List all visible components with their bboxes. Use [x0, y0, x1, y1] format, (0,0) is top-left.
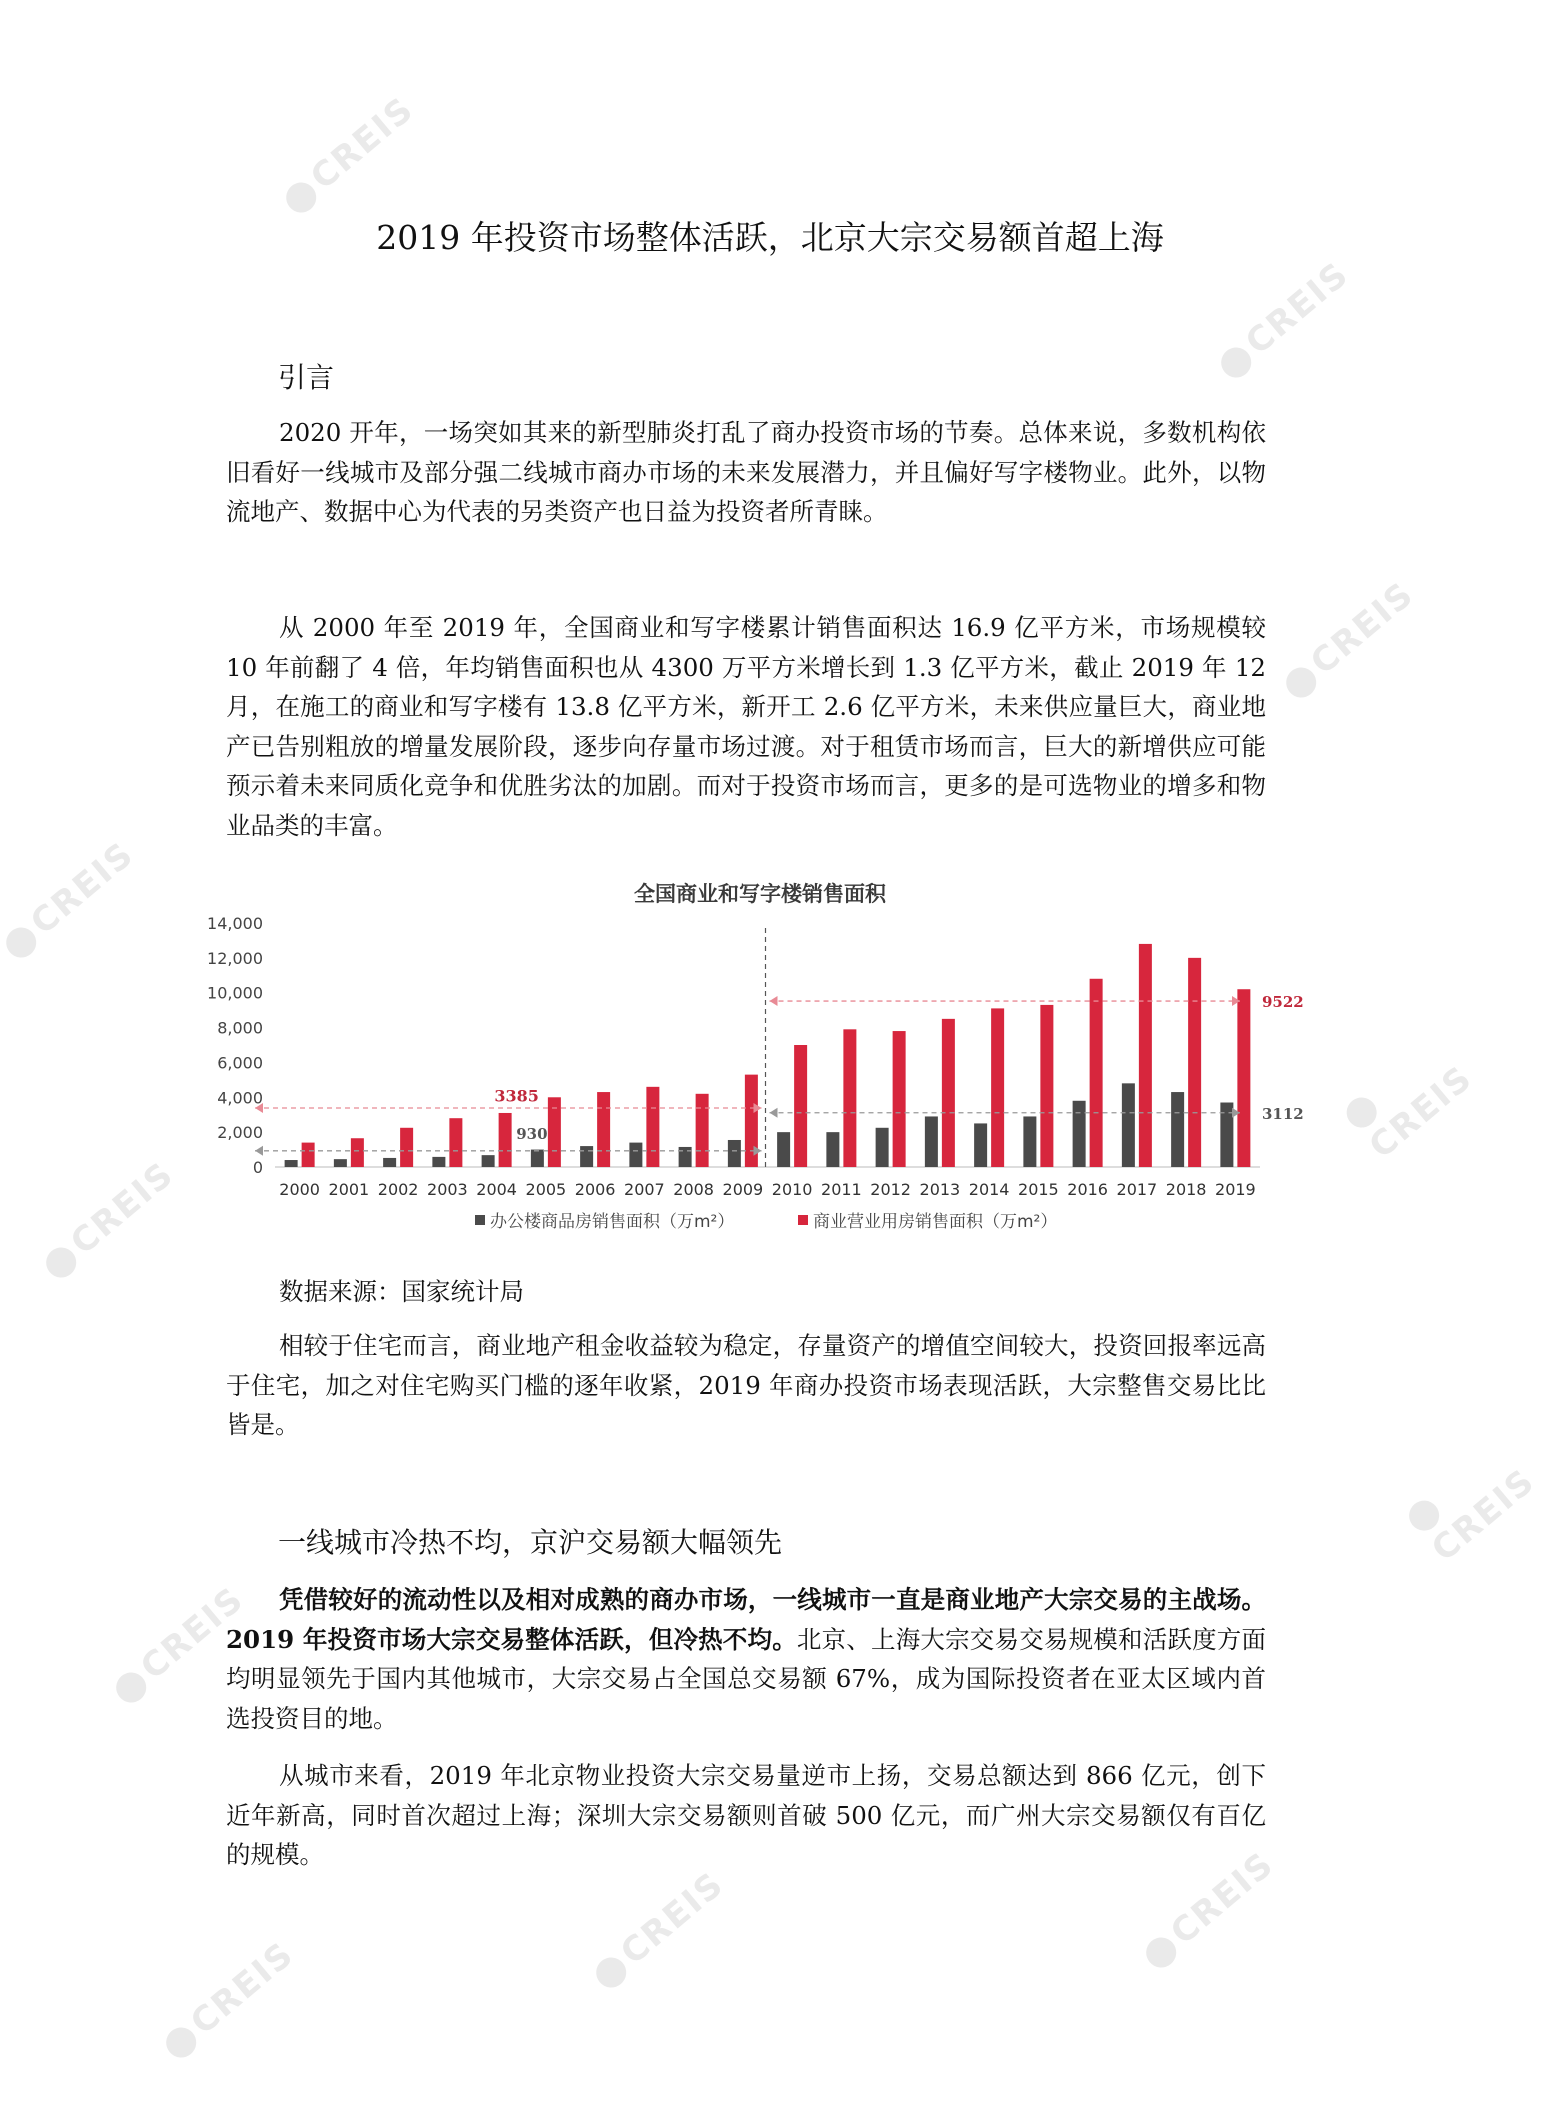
paragraph-4 — [226, 1580, 1266, 1738]
commercial-bar — [1090, 979, 1103, 1167]
office-bar — [679, 1147, 692, 1167]
y-tick-label: 14,000 — [207, 914, 263, 933]
office-bar — [974, 1123, 987, 1167]
section-heading-first-tier: 一线城市冷热不均，京沪交易额大幅领先 — [278, 1526, 783, 1559]
watermark-logo: CREIS — [106, 1579, 252, 1711]
y-tick-label: 12,000 — [207, 948, 263, 968]
data-source: 数据来源：国家统计局 — [279, 1277, 524, 1306]
office-bar — [925, 1116, 938, 1167]
office-bar — [432, 1157, 445, 1167]
chart-title: 全国商业和写字楼销售面积 — [634, 882, 886, 906]
commercial-bar — [302, 1143, 315, 1167]
office-bar — [629, 1143, 642, 1167]
paragraph-1: 2020 开年，一场突如其来的新型肺炎打乱了商办投资市场的节奏。总体来说，多数机构依旧看好一线城市及部分强二线城市商办市场的未来发展潜力，并且偏好写字楼物业。此外，以物流地产、数据中心为代表的另类资产也日益为投资者所青睐。 — [226, 418, 1266, 526]
x-tick-label: 2018 — [1165, 1180, 1207, 1199]
office-bar — [826, 1132, 839, 1167]
paragraph-4-rest: 北京、上海大宗交易交易规模和活跃度方面均明显领先于国内其他城市，大宗交易占全国总交易额 67%，成为国际投资者在亚太区域内首选投资目的地。 — [226, 1624, 1266, 1733]
commercial-bar — [1139, 944, 1152, 1167]
office-bar — [1023, 1116, 1036, 1167]
commercial-bar — [1040, 1005, 1053, 1167]
commercial-bar — [351, 1138, 364, 1167]
office-bar — [728, 1140, 741, 1167]
x-tick-label: 2014 — [968, 1180, 1010, 1199]
office-bar — [1073, 1101, 1086, 1167]
office-bar — [334, 1159, 347, 1167]
x-tick-label: 2000 — [279, 1180, 320, 1199]
x-tick-label: 2001 — [328, 1180, 370, 1199]
commercial-bar — [400, 1128, 413, 1167]
x-tick-label: 2009 — [722, 1180, 764, 1199]
commercial-bar — [893, 1031, 906, 1167]
x-tick-label: 2012 — [870, 1180, 911, 1199]
commercial-bar — [449, 1118, 462, 1167]
watermark-logo: CREIS — [1399, 1430, 1543, 1569]
x-tick-label: 2004 — [476, 1180, 517, 1199]
commercial-bar — [597, 1092, 610, 1167]
x-tick-label: 2015 — [1018, 1180, 1059, 1199]
watermark-logo: CREIS — [0, 834, 142, 966]
paragraph-3: 相较于住宅而言，商业地产租金收益较为稳定，存量资产的增值空间较大，投资回报率远高于住宅，加之对住宅购买门槛的逐年收紧，2019 年商办投资市场表现活跃，大宗整售交易比比皆是。 — [226, 1331, 1266, 1439]
avg-commercial-early-label: 3385 — [494, 1086, 539, 1106]
paragraph-4-bold: 凭借较好的流动性以及相对成熟的商办市场，一线城市一直是商业地产大宗交易的主战场。2019 年投资市场大宗交易整体活跃，但冷热不均。 — [226, 1585, 1266, 1654]
watermark-logo: CREIS — [36, 1154, 182, 1286]
section-heading-intro: 引言 — [278, 361, 335, 394]
x-tick-label: 2003 — [427, 1180, 468, 1199]
y-tick-label: 0 — [252, 1158, 263, 1177]
commercial-bar — [696, 1094, 709, 1167]
x-tick-label: 2010 — [771, 1180, 813, 1199]
watermark-logo: CREIS — [586, 1864, 732, 1996]
x-tick-label: 2011 — [821, 1180, 862, 1199]
watermark-logo: CREIS — [1136, 1844, 1282, 1976]
watermark-logo: CREIS — [1211, 254, 1357, 386]
x-tick-label: 2016 — [1067, 1180, 1108, 1199]
commercial-bar — [1237, 989, 1250, 1167]
avg-commercial-late-label: 9522 — [1262, 993, 1304, 1012]
watermark-logo: CREIS — [276, 89, 422, 221]
office-bar — [580, 1146, 593, 1167]
x-tick-label: 2006 — [574, 1180, 616, 1199]
avg-office-late-label: 3112 — [1262, 1104, 1304, 1123]
y-tick-label: 2,000 — [217, 1123, 263, 1143]
office-bar — [285, 1160, 298, 1167]
x-tick-label: 2019 — [1215, 1180, 1256, 1199]
sales-area-bar-chart — [207, 905, 1304, 1250]
legend-commercial-swatch — [798, 1215, 808, 1225]
commercial-bar — [1188, 958, 1201, 1167]
y-tick-label: 8,000 — [217, 1018, 263, 1038]
commercial-bar — [843, 1029, 856, 1167]
avg-office-early-label: 930 — [516, 1125, 548, 1144]
commercial-bar — [942, 1019, 955, 1167]
y-tick-label: 4,000 — [217, 1088, 263, 1108]
commercial-bar — [991, 1008, 1004, 1167]
commercial-bar — [646, 1087, 659, 1167]
legend-commercial-label: 商业营业用房销售面积（万m²） — [813, 1212, 1058, 1232]
avg-commercial-late-line-arrow-left — [770, 996, 778, 1006]
paragraph-2: 从 2000 年至 2019 年，全国商业和写字楼累计销售面积达 16.9 亿平方米，市场规模较 10 年前翻了 4 倍，年均销售面积也从 4300 万平方米增长到 1.3 亿平方米，截止 2019 年 12 月，在施工的商业和写字楼有 13.8 亿平方米，新开工 2.6 亿平方米，未来供应量巨大，商业地产已告别粗放的增量发展阶段，逐步向存量市场过渡。对于租赁市场而言，巨大的新增供应可能预示着未来同质化竞争和优胜劣汰的加剧。而对于投资市场而言，更多的是可选物业的增多和物业品类的丰富。 — [226, 613, 1266, 840]
x-tick-label: 2005 — [525, 1180, 567, 1199]
office-bar — [482, 1155, 495, 1167]
office-bar — [531, 1150, 544, 1167]
office-bar — [876, 1128, 889, 1167]
watermark-logo: CREIS — [1336, 1013, 1497, 1166]
paragraph-5: 从城市来看，2019 年北京物业投资大宗交易量逆市上扬，交易总额达到 866 亿元，创下近年新高，同时首次超过上海；深圳大宗交易额则首破 500 亿元，而广州大宗交易额仅有百亿的规模。 — [226, 1761, 1266, 1869]
legend-office-label: 办公楼商品房销售面积（万m²） — [490, 1212, 735, 1232]
y-tick-label: 6,000 — [217, 1053, 263, 1073]
avg-office-late-line-arrow-left — [770, 1108, 778, 1118]
office-bar — [383, 1158, 396, 1167]
x-tick-label: 2002 — [377, 1180, 419, 1199]
watermark-logo: CREIS — [156, 1934, 302, 2066]
x-tick-label: 2007 — [624, 1180, 665, 1199]
x-tick-label: 2013 — [919, 1180, 961, 1199]
commercial-bar — [794, 1045, 807, 1167]
office-bar — [1171, 1092, 1184, 1167]
avg-office-early-line-arrow-left — [255, 1146, 263, 1156]
y-tick-label: 10,000 — [207, 983, 263, 1003]
page-title: 2019 年投资市场整体活跃，北京大宗交易额首超上海 — [376, 218, 1164, 257]
legend-office-swatch — [475, 1215, 485, 1225]
watermark-logo: CREIS — [1276, 574, 1422, 706]
x-tick-label: 2017 — [1116, 1180, 1158, 1199]
office-bar — [1122, 1083, 1135, 1167]
commercial-bar — [499, 1113, 512, 1167]
office-bar — [777, 1132, 790, 1167]
x-tick-label: 2008 — [673, 1180, 714, 1199]
